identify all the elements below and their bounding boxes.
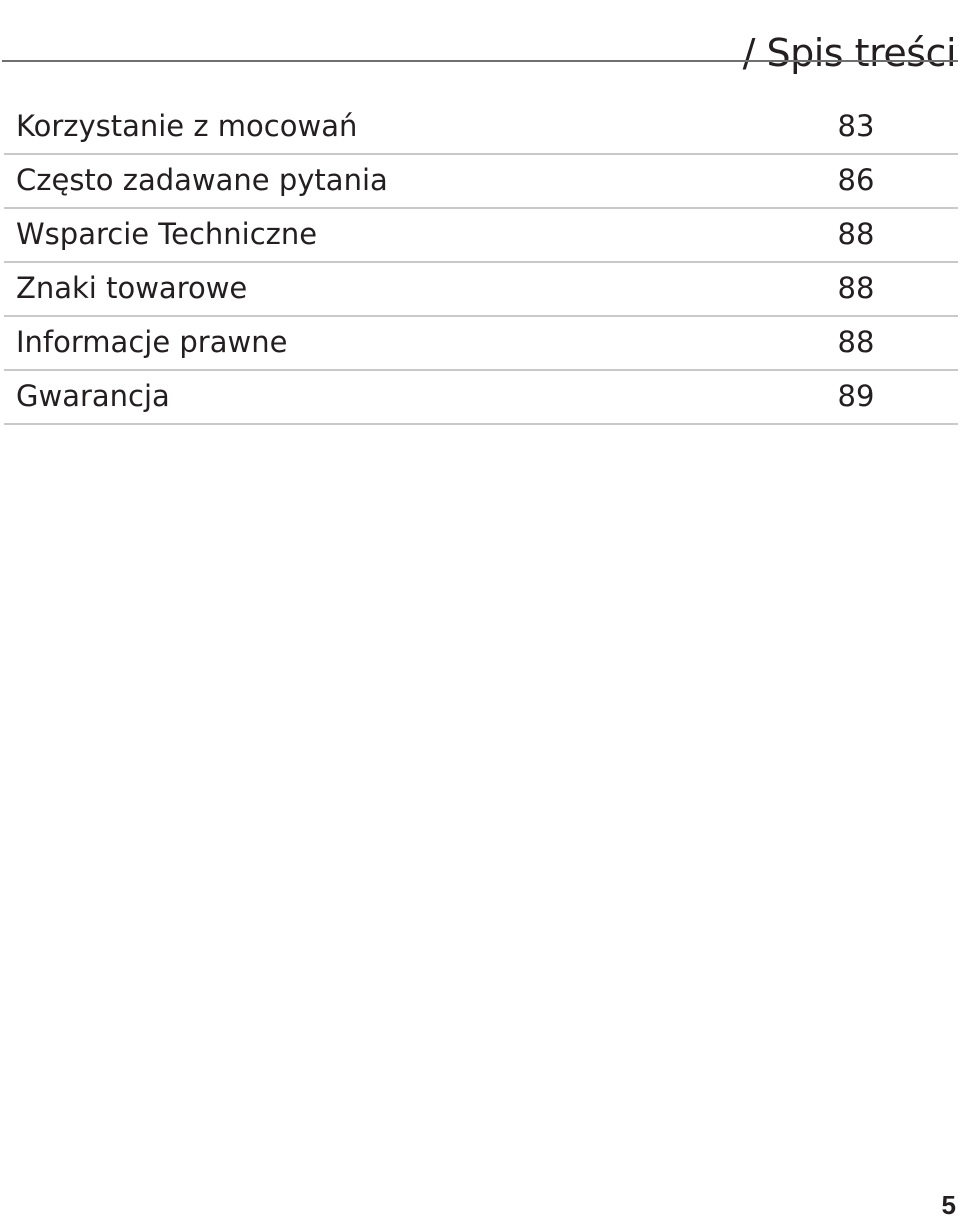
toc-entry-czesto-zadawane-pytania[interactable] — [4, 155, 958, 209]
toc-entry-wsparcie-techniczne[interactable] — [4, 209, 958, 263]
toc-entry-informacje-prawne[interactable] — [4, 317, 958, 371]
heading-divider — [2, 60, 958, 62]
toc-entry-page-number: 88 — [837, 217, 875, 251]
toc-entry-title: Gwarancja — [16, 379, 170, 413]
toc-entry-gwarancja[interactable] — [4, 371, 958, 425]
toc-entry-page-number: 89 — [837, 379, 875, 413]
toc-entry-page-number: 86 — [837, 163, 875, 197]
toc-entry-znaki-towarowe[interactable] — [4, 263, 958, 317]
toc-entry-title: Wsparcie Techniczne — [16, 217, 318, 251]
table-of-contents — [4, 101, 958, 425]
page-title: / Spis treści — [742, 31, 956, 76]
toc-entry-page-number: 88 — [837, 325, 875, 359]
toc-entry-title: Znaki towarowe — [16, 271, 248, 305]
toc-entry-title: Korzystanie z mocowań — [16, 109, 358, 143]
toc-entry-page-number: 88 — [837, 271, 875, 305]
toc-entry-title: Informacje prawne — [16, 325, 288, 359]
page-number: 5 — [941, 1190, 956, 1220]
toc-entry-korzystanie-z-mocowan[interactable] — [4, 101, 958, 155]
toc-entry-title: Często zadawane pytania — [16, 163, 388, 197]
toc-entry-page-number: 83 — [837, 109, 875, 143]
